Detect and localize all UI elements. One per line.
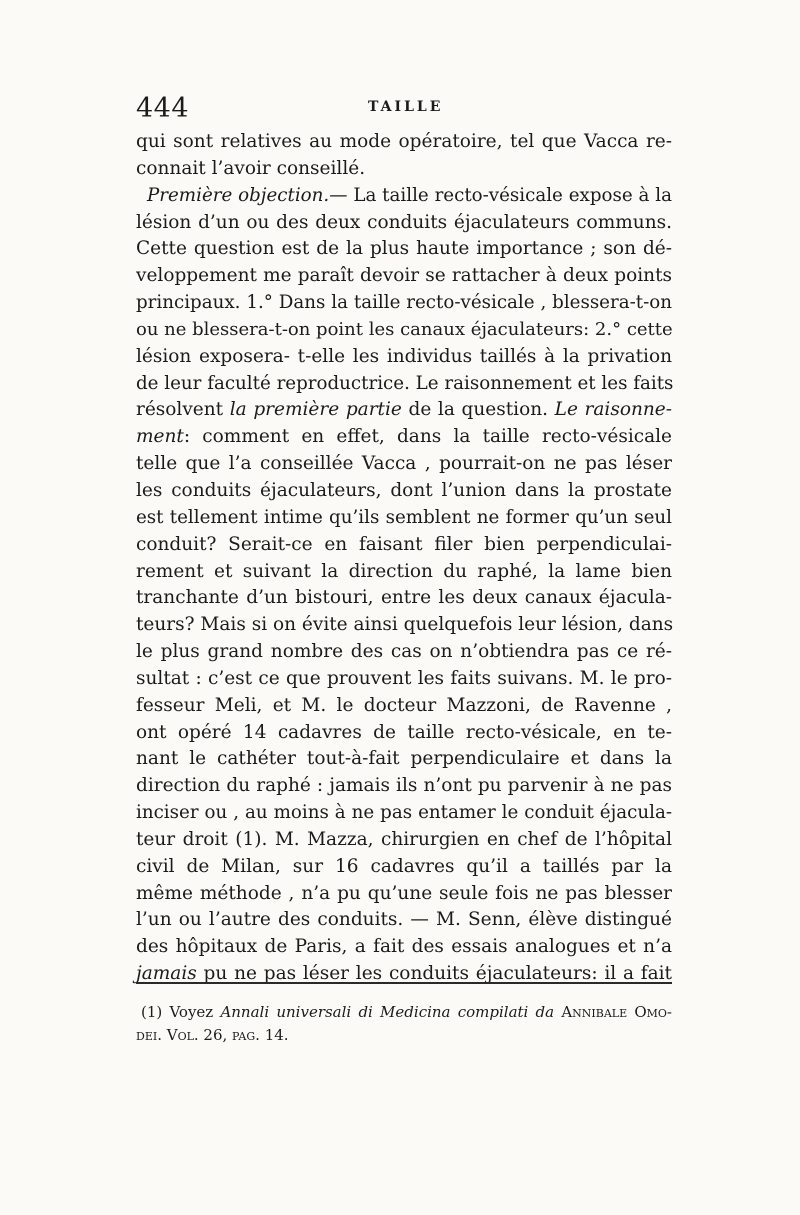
text-line: rement et suivant la direction du raphé, la lame bien	[136, 560, 672, 582]
text-line: connait l’avoir conseillé.	[136, 157, 366, 179]
text-line: principaux. 1.° Dans la taille recto-vésicale , blessera-t-on	[136, 292, 672, 314]
text-line: teur droit (1). M. Mazza, chirurgien en chef de l’hôpital	[136, 828, 672, 850]
text-line: veloppement me paraît devoir se rattacher à deux points	[136, 265, 672, 287]
text-line: même méthode , n’a pu qu’une seule fois ne pas blesser	[136, 882, 672, 904]
text-line: tranchante d’un bistouri, entre les deux canaux éjacula-	[136, 587, 672, 609]
text-line: ont opéré 14 cadavres de taille recto-vésicale, en te-	[136, 721, 672, 743]
text-line: Première objection.— La taille recto-vésicale expose à la	[147, 184, 672, 206]
text-line: conduit? Serait-ce en faisant filer bien perpendiculai-	[136, 533, 672, 555]
text-line: telle que l’a conseillée Vacca , pourrait-on ne pas léser	[136, 453, 672, 475]
italic-heading: Première objection.	[147, 184, 330, 206]
footnote-divider	[136, 982, 672, 984]
text-line: civil de Milan, sur 16 cadavres qu’il a taillés par la	[136, 855, 672, 877]
text-line: qui sont relatives au mode opératoire, tel que Vacca re-	[136, 131, 672, 152]
text-line: lésion d’un ou des deux conduits éjaculateurs communs.	[136, 211, 672, 233]
text-line: Cette question est de la plus haute importance ; son dé-	[136, 238, 672, 260]
text-line: le plus grand nombre des cas on n’obtiendra pas ce ré-	[136, 641, 672, 663]
text-line: résolvent la première partie de la question. Le raisonne-	[136, 399, 672, 421]
text-line: jamais pu ne pas léser les conduits éjaculateurs: il a fait	[136, 963, 672, 985]
page-header	[136, 93, 672, 127]
text-line: les conduits éjaculateurs, dont l’union dans la prostate	[136, 479, 672, 501]
text-line: des hôpitaux de Paris, a fait des essais analogues et n’a	[136, 936, 672, 958]
text-line: lésion exposera- t-elle les individus taillés à la privation	[136, 345, 672, 367]
text-line: est tellement intime qu’ils semblent ne former qu’un seul	[136, 506, 672, 528]
text-line: l’un ou l’autre des conduits. — M. Senn, élève distingué	[136, 909, 672, 931]
text-line: sultat : c’est ce que prouvent les faits suivans. M. le pro-	[136, 667, 672, 689]
text-line: inciser ou , au moins à ne pas entamer le conduit éjacula-	[136, 802, 672, 824]
page-number: 444	[136, 93, 190, 124]
running-head: TAILLE	[368, 99, 444, 115]
text-line: fesseur Meli, et M. le docteur Mazzoni, de Ravenne ,	[136, 694, 672, 716]
text-line: direction du raphé : jamais ils n’ont pu parvenir à ne pas	[136, 775, 672, 797]
text-line: nant le cathéter tout-à-fait perpendiculaire et dans la	[136, 748, 672, 770]
text-line: teurs? Mais si on évite ainsi quelquefois leur lésion, dans	[136, 614, 674, 636]
footnote-line: (1) Voyez Annali universali di Medicina compilati da Annibale Omo-	[141, 1003, 672, 1021]
text-line: ment: comment en effet, dans la taille recto-vésicale	[136, 426, 672, 448]
text-line: ou ne blessera-t-on point les canaux éjaculateurs: 2.° cette	[136, 318, 673, 340]
body-text	[136, 129, 672, 988]
text-line: de leur faculté reproductrice. Le raisonnement et les faits	[136, 372, 674, 394]
footnote	[136, 1001, 672, 1047]
footnote-line: dei. Vol. 26, pag. 14.	[136, 1026, 289, 1044]
